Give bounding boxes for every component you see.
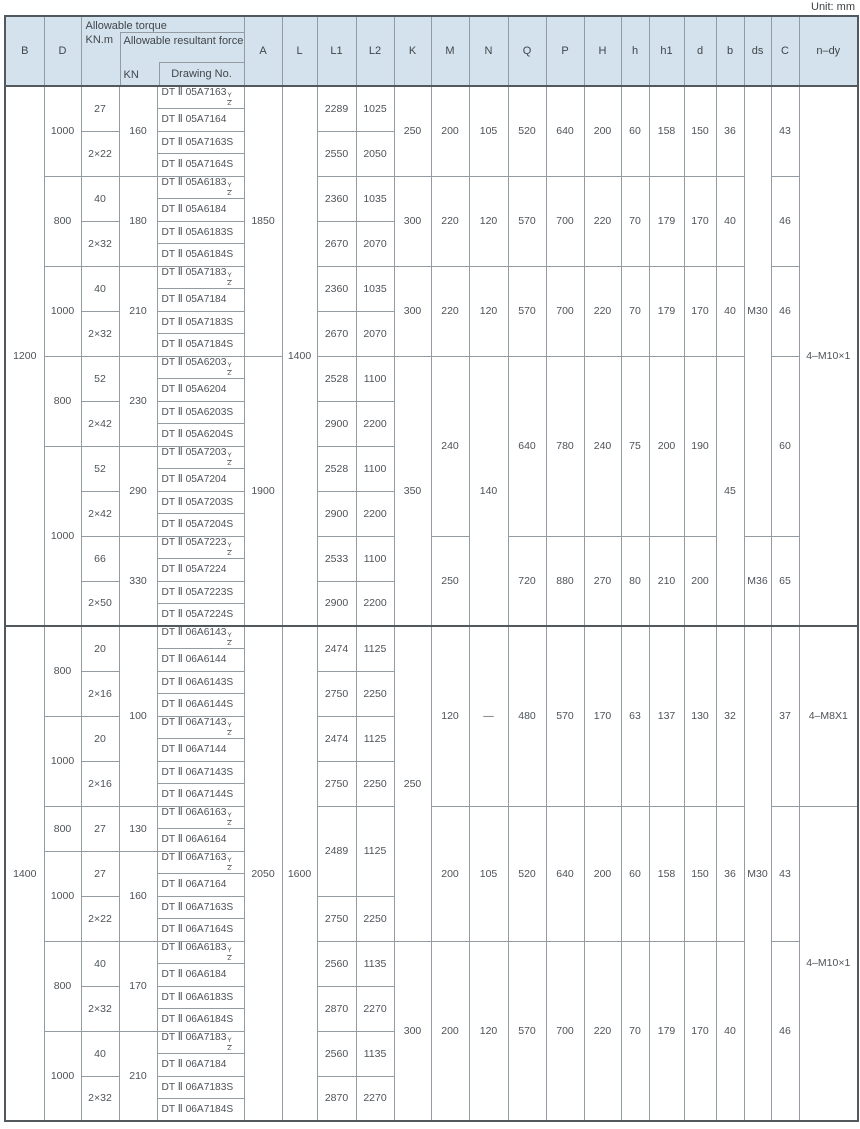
table-cell: 2200 <box>356 491 394 536</box>
table-cell: 1135 <box>356 1031 394 1076</box>
col-header-M: M <box>431 16 469 86</box>
table-cell: 70 <box>621 176 649 266</box>
col-header-C: C <box>771 16 799 86</box>
table-cell: 120 <box>469 176 508 266</box>
table-cell: 70 <box>621 941 649 1121</box>
table-cell: 2750 <box>317 761 356 806</box>
table-cell: 220 <box>584 266 621 356</box>
table-row <box>5 626 858 649</box>
table-cell: 100 <box>119 626 157 806</box>
table-cell: 2×22 <box>81 896 119 941</box>
yz-suffix: $\frac{Y}{Z}$ <box>227 451 232 467</box>
table-cell: 27 <box>81 86 119 131</box>
header-row <box>5 16 858 86</box>
table-cell: 65 <box>771 536 799 626</box>
table-cell: 46 <box>771 266 799 356</box>
table-cell: 780 <box>546 356 584 536</box>
table-cell: 2870 <box>317 986 356 1031</box>
table-cell: 52 <box>81 356 119 401</box>
table-cell: 150 <box>684 806 716 941</box>
table-cell: 32 <box>716 626 744 806</box>
drawing-no-cell: DT Ⅱ 05A7164S <box>157 154 244 177</box>
col-header-h: h <box>621 16 649 86</box>
table-cell: 20 <box>81 626 119 671</box>
drawing-no-cell: DT Ⅱ 05A7183 $\frac{Y}{Z}$ <box>157 266 244 289</box>
table-row <box>5 266 858 289</box>
table-cell: 2×16 <box>81 671 119 716</box>
table-cell: 1000 <box>44 1031 81 1121</box>
col-header-d: D <box>44 16 81 86</box>
table-cell: 240 <box>584 356 621 536</box>
table-cell: 200 <box>584 86 621 176</box>
table-cell: 20 <box>81 716 119 761</box>
table-cell: 4–M10×1 <box>799 86 858 626</box>
yz-suffix: $\frac{Y}{Z}$ <box>227 541 232 557</box>
col-header-H: H <box>584 16 621 86</box>
table-cell: 2360 <box>317 266 356 311</box>
col-header-b: b <box>716 16 744 86</box>
table-cell: 45 <box>716 356 744 626</box>
table-cell: 120 <box>431 626 469 806</box>
table-row <box>5 941 858 964</box>
table-cell: 2900 <box>317 581 356 626</box>
col-header-h1: h1 <box>649 16 684 86</box>
drawing-no-cell: DT Ⅱ 06A7183 $\frac{Y}{Z}$ <box>157 1031 244 1054</box>
table-cell: 720 <box>508 536 546 626</box>
table-cell: M30 <box>744 86 771 536</box>
table-cell: 200 <box>431 941 469 1121</box>
table-cell: 290 <box>119 446 157 536</box>
drawing-no-cell: DT Ⅱ 06A6183S <box>157 986 244 1009</box>
col-header-P: P <box>546 16 584 86</box>
table-cell: 2×22 <box>81 131 119 176</box>
table-cell: 37 <box>771 626 799 806</box>
table-cell: 200 <box>584 806 621 941</box>
table-cell: 160 <box>119 851 157 941</box>
table-cell: 1125 <box>356 626 394 671</box>
table-cell: 179 <box>649 941 684 1121</box>
col-header-d: d <box>684 16 716 86</box>
table-cell: 250 <box>394 86 431 176</box>
drawing-no-cell: DT Ⅱ 05A6184S <box>157 244 244 267</box>
table-row <box>5 356 858 379</box>
table-cell: 570 <box>508 266 546 356</box>
table-cell: 200 <box>431 86 469 176</box>
table-cell: 40 <box>81 941 119 986</box>
spec-table <box>4 15 859 1122</box>
table-cell: 2474 <box>317 716 356 761</box>
table-cell: 2250 <box>356 896 394 941</box>
drawing-no-cell: DT Ⅱ 06A6183 $\frac{Y}{Z}$ <box>157 941 244 964</box>
table-cell: 1025 <box>356 86 394 131</box>
table-cell: 2070 <box>356 311 394 356</box>
table-cell: 179 <box>649 266 684 356</box>
yz-suffix: $\frac{Y}{Z}$ <box>227 721 232 737</box>
table-cell: 170 <box>684 266 716 356</box>
table-cell: 2533 <box>317 536 356 581</box>
drawing-no-cell: DT Ⅱ 05A6203S <box>157 401 244 424</box>
drawing-no-cell: DT Ⅱ 05A7164 <box>157 109 244 132</box>
table-cell: 200 <box>684 536 716 626</box>
table-cell: 640 <box>508 356 546 536</box>
table-cell: 270 <box>584 536 621 626</box>
table-cell: 1000 <box>44 446 81 626</box>
table-cell: 2560 <box>317 1031 356 1076</box>
table-cell: 130 <box>684 626 716 806</box>
table-cell: 2250 <box>356 761 394 806</box>
table-cell: 640 <box>546 806 584 941</box>
table-cell: 250 <box>431 536 469 626</box>
force-header-box <box>120 32 244 85</box>
table-cell: 105 <box>469 806 508 941</box>
yz-suffix: $\frac{Y}{Z}$ <box>227 271 232 287</box>
table-cell: 170 <box>584 626 621 806</box>
table-cell: 2289 <box>317 86 356 131</box>
table-cell: 75 <box>621 356 649 536</box>
torque-header <box>82 17 244 85</box>
table-cell: 800 <box>44 806 81 851</box>
drawing-no-cell: DT Ⅱ 06A7184 <box>157 1054 244 1077</box>
table-cell: 2489 <box>317 806 356 896</box>
table-cell: 52 <box>81 446 119 491</box>
table-cell: 240 <box>431 356 469 536</box>
table-cell: 36 <box>716 86 744 176</box>
table-cell: 220 <box>584 176 621 266</box>
drawing-no-cell: DT Ⅱ 06A7144S <box>157 784 244 807</box>
table-cell: 1100 <box>356 356 394 401</box>
table-cell: 2070 <box>356 221 394 266</box>
table-cell: M36 <box>744 536 771 626</box>
table-cell: 250 <box>394 626 431 941</box>
table-cell: 570 <box>546 626 584 806</box>
table-cell: 170 <box>119 941 157 1031</box>
table-cell: 330 <box>119 536 157 626</box>
drawing-no-cell: DT Ⅱ 05A6204S <box>157 424 244 447</box>
table-cell: 800 <box>44 356 81 446</box>
drawing-no-cell: DT Ⅱ 06A6163 $\frac{Y}{Z}$ <box>157 806 244 829</box>
table-cell: 27 <box>81 851 119 896</box>
table-cell: 1850 <box>244 86 282 356</box>
table-cell: 570 <box>508 941 546 1121</box>
table-cell: 60 <box>771 356 799 536</box>
table-cell: 220 <box>431 176 469 266</box>
table-cell: 1000 <box>44 716 81 806</box>
table-cell: M30 <box>744 626 771 1121</box>
drawing-no-cell: DT Ⅱ 05A6204 <box>157 379 244 402</box>
yz-suffix: $\frac{Y}{Z}$ <box>227 811 232 827</box>
table-cell: 640 <box>546 86 584 176</box>
table-cell: 40 <box>81 176 119 221</box>
col-header-N: N <box>469 16 508 86</box>
table-cell: 350 <box>394 356 431 626</box>
table-cell: 1100 <box>356 536 394 581</box>
table-cell: 2250 <box>356 671 394 716</box>
table-cell: 2900 <box>317 491 356 536</box>
table-cell: 40 <box>81 266 119 311</box>
table-cell: 1000 <box>44 851 81 941</box>
table-cell: 880 <box>546 536 584 626</box>
table-cell: 4–M10×1 <box>799 806 858 1121</box>
drawing-no-cell: DT Ⅱ 05A7163 $\frac{Y}{Z}$ <box>157 86 244 109</box>
drawing-no-cell: DT Ⅱ 06A7144 <box>157 739 244 762</box>
table-cell: 2×32 <box>81 221 119 266</box>
force-unit: KN <box>123 69 139 81</box>
col-header-b: B <box>5 16 44 86</box>
table-cell: 570 <box>508 176 546 266</box>
table-cell: 27 <box>81 806 119 851</box>
drawing-no-cell: DT Ⅱ 05A7204 <box>157 469 244 492</box>
table-cell: 2×50 <box>81 581 119 626</box>
table-cell: 2560 <box>317 941 356 986</box>
table-cell: 46 <box>771 941 799 1121</box>
drawing-no-cell: DT Ⅱ 06A6184 <box>157 964 244 987</box>
table-row <box>5 176 858 199</box>
table-cell: 60 <box>621 806 649 941</box>
table-cell: 150 <box>684 86 716 176</box>
table-cell: 300 <box>394 941 431 1121</box>
yz-suffix: $\frac{Y}{Z}$ <box>227 181 232 197</box>
yz-suffix: $\frac{Y}{Z}$ <box>227 92 232 107</box>
table-cell: 180 <box>119 176 157 266</box>
table-cell: 170 <box>684 176 716 266</box>
table-cell: 1125 <box>356 806 394 896</box>
col-header-L1: L1 <box>317 16 356 86</box>
table-cell: 800 <box>44 176 81 266</box>
drawing-no-cell: DT Ⅱ 06A7164 <box>157 874 244 897</box>
table-cell: 2670 <box>317 221 356 266</box>
drawing-no-cell: DT Ⅱ 05A7184 <box>157 289 244 312</box>
yz-suffix: $\frac{Y}{Z}$ <box>227 946 232 962</box>
table-cell: — <box>469 626 508 806</box>
table-cell: 160 <box>119 86 157 176</box>
force-title: Allowable resultant force <box>123 35 244 47</box>
table-cell: 700 <box>546 176 584 266</box>
table-cell: 2050 <box>244 626 282 1121</box>
table-cell: 158 <box>649 806 684 941</box>
table-cell: 210 <box>649 536 684 626</box>
table-cell: 1600 <box>282 626 317 1121</box>
table-cell: 170 <box>684 941 716 1121</box>
drawing-no-cell: DT Ⅱ 05A7224 <box>157 559 244 582</box>
table-cell: 40 <box>716 266 744 356</box>
table-cell: 700 <box>546 941 584 1121</box>
table-cell: 2270 <box>356 1076 394 1121</box>
table-cell: 2550 <box>317 131 356 176</box>
table-cell: 2750 <box>317 671 356 716</box>
drawing-no-cell: DT Ⅱ 06A6143 $\frac{Y}{Z}$ <box>157 626 244 649</box>
table-cell: 1400 <box>282 86 317 626</box>
table-cell: 60 <box>621 86 649 176</box>
table-cell: 4–M8X1 <box>799 626 858 806</box>
table-row <box>5 86 858 109</box>
table-cell: 200 <box>431 806 469 941</box>
table-cell: 2750 <box>317 896 356 941</box>
drawing-no-cell: DT Ⅱ 06A7143S <box>157 761 244 784</box>
yz-suffix: $\frac{Y}{Z}$ <box>227 1036 232 1052</box>
col-header-K: K <box>394 16 431 86</box>
table-row <box>5 806 858 829</box>
col-header-n-dy: n–dy <box>799 16 858 86</box>
table-cell: 220 <box>584 941 621 1121</box>
table-cell: 70 <box>621 266 649 356</box>
table-cell: 2670 <box>317 311 356 356</box>
drawing-no-cell: DT Ⅱ 05A6184 <box>157 199 244 222</box>
drawing-no-cell: DT Ⅱ 05A7223S <box>157 581 244 604</box>
yz-suffix: $\frac{Y}{Z}$ <box>227 361 232 377</box>
table-cell: 2×32 <box>81 311 119 356</box>
table-cell: 140 <box>469 356 508 626</box>
col-header-torque-group <box>81 16 244 86</box>
table-cell: 230 <box>119 356 157 446</box>
drawing-no-cell: DT Ⅱ 05A7203S <box>157 491 244 514</box>
table-cell: 210 <box>119 1031 157 1121</box>
drawing-no-cell: DT Ⅱ 06A7143 $\frac{Y}{Z}$ <box>157 716 244 739</box>
unit-label: Unit: mm <box>811 1 855 13</box>
table-cell: 2900 <box>317 401 356 446</box>
table-cell: 190 <box>684 356 716 536</box>
table-cell: 158 <box>649 86 684 176</box>
drawing-no-cell: DT Ⅱ 06A6144 <box>157 649 244 672</box>
table-cell: 2×32 <box>81 986 119 1031</box>
table-cell: 43 <box>771 86 799 176</box>
drawing-no-cell: DT Ⅱ 05A7223 $\frac{Y}{Z}$ <box>157 536 244 559</box>
table-cell: 63 <box>621 626 649 806</box>
table-cell: 2528 <box>317 356 356 401</box>
table-cell: 1135 <box>356 941 394 986</box>
table-cell: 2360 <box>317 176 356 221</box>
drawing-no-cell: DT Ⅱ 05A6183 $\frac{Y}{Z}$ <box>157 176 244 199</box>
table-body <box>5 86 858 1121</box>
table-cell: 36 <box>716 806 744 941</box>
table-cell: 46 <box>771 176 799 266</box>
table-cell: 179 <box>649 176 684 266</box>
drawing-no-cell: DT Ⅱ 06A6184S <box>157 1009 244 1032</box>
table-cell: 2×16 <box>81 761 119 806</box>
drawing-no-cell: DT Ⅱ 05A7163S <box>157 131 244 154</box>
table-cell: 2×42 <box>81 401 119 446</box>
table-cell: 1200 <box>5 86 44 626</box>
table-cell: 137 <box>649 626 684 806</box>
table-cell: 2270 <box>356 986 394 1031</box>
table-cell: 2200 <box>356 401 394 446</box>
table-cell: 520 <box>508 806 546 941</box>
col-header-Q: Q <box>508 16 546 86</box>
drawing-no-cell: DT Ⅱ 05A7203 $\frac{Y}{Z}$ <box>157 446 244 469</box>
table-cell: 800 <box>44 626 81 716</box>
table-cell: 2870 <box>317 1076 356 1121</box>
table-cell: 120 <box>469 266 508 356</box>
table-cell: 200 <box>649 356 684 536</box>
table-cell: 1000 <box>44 86 81 176</box>
table-cell: 1035 <box>356 266 394 311</box>
drawing-no-cell: DT Ⅱ 05A6183S <box>157 221 244 244</box>
drawing-no-cell: DT Ⅱ 06A6143S <box>157 671 244 694</box>
table-cell: 2474 <box>317 626 356 671</box>
table-cell: 1900 <box>244 356 282 626</box>
table-cell: 2050 <box>356 131 394 176</box>
table-cell: 43 <box>771 806 799 941</box>
col-header-L: L <box>282 16 317 86</box>
col-header-A: A <box>244 16 282 86</box>
drawing-no-header: Drawing No. <box>159 62 244 85</box>
drawing-no-cell: DT Ⅱ 05A7224S <box>157 604 244 627</box>
table-cell: 40 <box>716 941 744 1121</box>
drawing-no-cell: DT Ⅱ 06A6164 <box>157 829 244 852</box>
table-cell: 300 <box>394 266 431 356</box>
table-cell: 120 <box>469 941 508 1121</box>
table-cell: 1100 <box>356 446 394 491</box>
drawing-no-cell: DT Ⅱ 06A6144S <box>157 694 244 717</box>
table-cell: 700 <box>546 266 584 356</box>
torque-unit: KN.m <box>85 34 113 46</box>
table-cell: 480 <box>508 626 546 806</box>
drawing-no-cell: DT Ⅱ 06A7184S <box>157 1099 244 1122</box>
table-cell: 1400 <box>5 626 44 1121</box>
drawing-no-cell: DT Ⅱ 06A7183S <box>157 1076 244 1099</box>
table-cell: 520 <box>508 86 546 176</box>
table-cell: 40 <box>716 176 744 266</box>
table-cell: 2200 <box>356 581 394 626</box>
table-cell: 80 <box>621 536 649 626</box>
table-cell: 130 <box>119 806 157 851</box>
drawing-no-cell: DT Ⅱ 06A7163S <box>157 896 244 919</box>
yz-suffix: $\frac{Y}{Z}$ <box>227 856 232 872</box>
table-cell: 2×32 <box>81 1076 119 1121</box>
col-header-ds: ds <box>744 16 771 86</box>
table-cell: 105 <box>469 86 508 176</box>
table-cell: 210 <box>119 266 157 356</box>
table-cell: 300 <box>394 176 431 266</box>
drawing-no-cell: DT Ⅱ 06A7164S <box>157 919 244 942</box>
table-cell: 1035 <box>356 176 394 221</box>
table-cell: 220 <box>431 266 469 356</box>
drawing-no-cell: DT Ⅱ 05A7184S <box>157 334 244 357</box>
table-cell: 2×42 <box>81 491 119 536</box>
table-cell: 1125 <box>356 716 394 761</box>
torque-title: Allowable torque <box>85 20 167 32</box>
table-cell: 2528 <box>317 446 356 491</box>
drawing-no-cell: DT Ⅱ 05A6203 $\frac{Y}{Z}$ <box>157 356 244 379</box>
table-cell: 40 <box>81 1031 119 1076</box>
drawing-no-cell: DT Ⅱ 06A7163 $\frac{Y}{Z}$ <box>157 851 244 874</box>
table-cell: 800 <box>44 941 81 1031</box>
drawing-no-cell: DT Ⅱ 05A7183S <box>157 311 244 334</box>
drawing-no-cell: DT Ⅱ 05A7204S <box>157 514 244 537</box>
table-cell: 1000 <box>44 266 81 356</box>
yz-suffix: $\frac{Y}{Z}$ <box>227 632 232 647</box>
col-header-L2: L2 <box>356 16 394 86</box>
table-cell: 66 <box>81 536 119 581</box>
